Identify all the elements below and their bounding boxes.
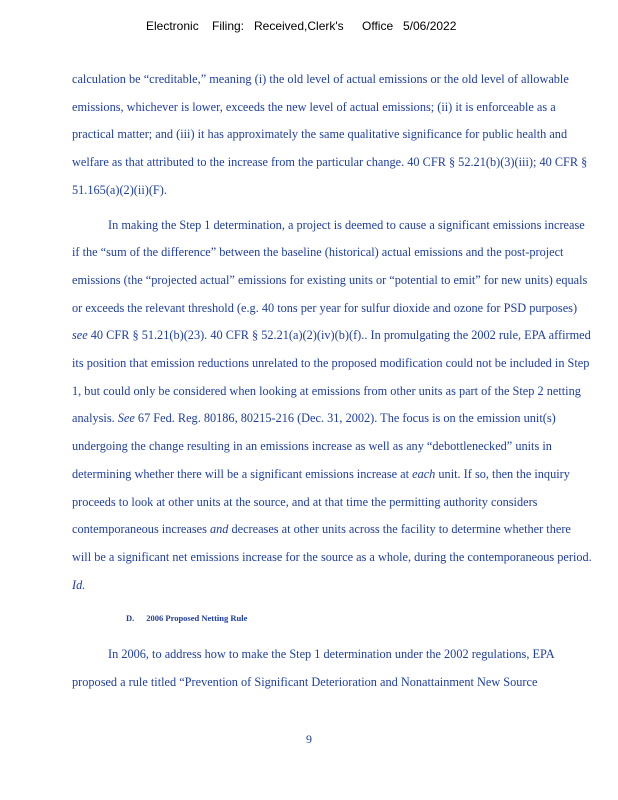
paragraph-2006-rule: In 2006, to address how to make the Step 1 determination under the 2002 regulations, EPA proposed a rule titled “Prevention of Significant Deterioration and Nonattainment New Source [72, 647, 554, 690]
paragraph-text: decreases at other units across the facility to determine whether there will be a significant net emissions increase for the source as a whole, during the contemporaneous period. [72, 522, 592, 564]
header-electronic: Electronic [146, 19, 199, 33]
emphasis-and: and [209, 522, 229, 537]
section-letter: D. [126, 613, 135, 624]
citation-signal: See [117, 411, 135, 426]
document-body [72, 66, 592, 697]
section-heading [126, 611, 592, 625]
header-office: Office [362, 19, 394, 33]
paragraph-step1-determination [72, 212, 592, 600]
header-date: 5/06/2022 [403, 19, 457, 33]
page-number: 9 [306, 732, 312, 746]
paragraph-text: 67 Fed. Reg. 80186, 80215-216 (Dec. 31, 2002). The focus is on the emission unit(s) undergoing the change resulting in an emissions increase as well as any “debottlenecked” units in determining whether there will be a significant emissions increase at [72, 411, 556, 481]
emphasis-each: each [412, 466, 436, 481]
section-title: 2006 Proposed Netting Rule [146, 613, 248, 624]
header-filing: Filing: [212, 19, 245, 33]
paragraph-text: 40 CFR § 51.21(b)(23). 40 CFR § 52.21(a)(2)(iv)(b)(f).. In promulgating the 2002 rule, EPA affirmed its position that emission reductions unrelated to the proposed modification could not be included in Step 1, but could only be considered when looking at emissions from other units as part of the Step 2 netting analysis. [72, 328, 591, 426]
paragraph-text: In making the Step 1 determination, a project is deemed to cause a significant emissions increase if the “sum of the difference” between the baseline (historical) actual emissions and the post-project emissions (the “projected actual” emissions for existing units or “potential to emit” for new units) equals or exceeds the relevant threshold (e.g. 40 tons per year for sulfur dioxide and ozone for PSD purposes) [72, 217, 588, 315]
paragraph-continuation: calculation be “creditable,” meaning (i) the old level of actual emissions or the old level of allowable emissions, whichever is lower, exceeds the new level of actual emissions; (ii) it is enforceable as a practical matter; and (iii) it has approximately the same qualitative significance for public health and welfare as that attributed to the increase from the particular change. 40 CFR § 52.21(b)(3)(iii); 40 CFR § 51.165(a)(2)(ii)(F). [72, 72, 588, 197]
citation-signal: see [72, 328, 88, 343]
header-received: Received,Clerk's [254, 19, 344, 33]
citation-id: Id. [72, 577, 86, 592]
paragraph-text: unit. If so, then the inquiry proceeds to look at other units at the source, and at that time the permitting authority considers contemporaneous increases [72, 466, 570, 537]
